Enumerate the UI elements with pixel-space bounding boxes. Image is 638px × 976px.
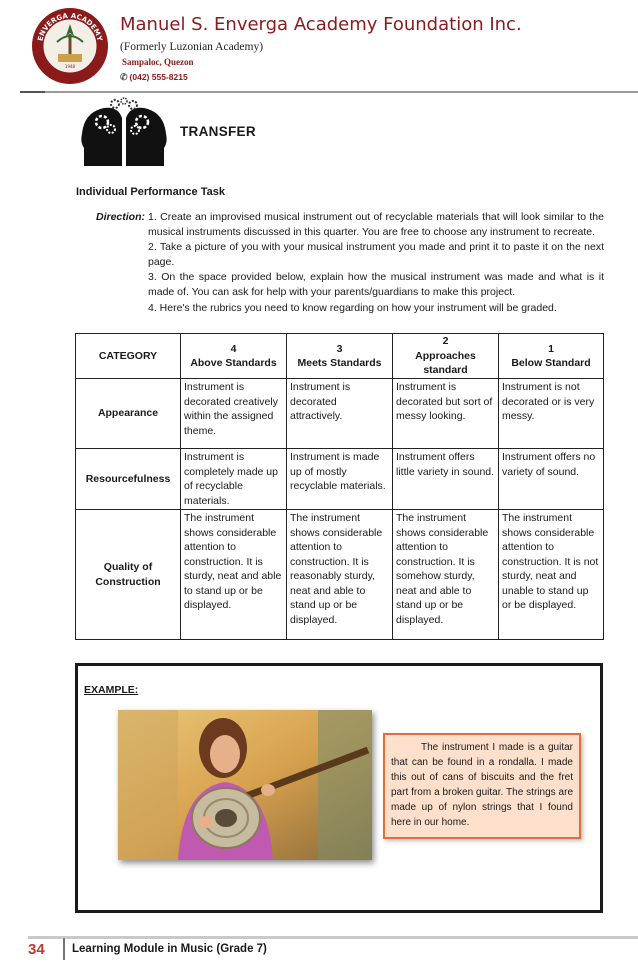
page-number-separator	[63, 938, 65, 960]
page-number: 34	[28, 941, 45, 958]
seal-text: ENVERGA ACADEMY	[36, 11, 104, 42]
rubric-cell: The instrument shows considerable attention to construction. It is sturdy, neat and able to stand up or be displayed.	[181, 510, 287, 640]
example-label: EXAMPLE:	[84, 684, 139, 696]
phone-icon: ✆	[120, 72, 128, 82]
direction-item: 1. Create an improvised musical instrument out of recyclable materials that will look similar to the musical instruments discussed in this quarter. You are free to choose any instrument to recreate.	[148, 211, 604, 238]
example-photo	[118, 710, 372, 860]
rubric-cell: Instrument is decorated attractively.	[287, 379, 393, 449]
rubric-cell: Instrument offers little variety in sound.	[393, 449, 499, 510]
header-score: 2	[442, 335, 449, 348]
rubric-header-4	[181, 334, 287, 379]
header-label: Below Standard	[511, 357, 591, 369]
example-box	[75, 663, 603, 913]
rubric-cell: Instrument is decorated but sort of messy looking.	[393, 379, 499, 449]
rubric-header-1	[499, 334, 604, 379]
thinking-heads-icon	[78, 96, 170, 170]
header-score: 1	[548, 342, 554, 355]
table-row	[76, 449, 604, 510]
footer-title: Learning Module in Music (Grade 7)	[72, 943, 267, 955]
direction-item: 4. Here's the rubrics you need to know regarding on how your instrument will be graded.	[148, 302, 557, 314]
school-name: Manuel S. Enverga Academy Foundation Inc.	[120, 14, 522, 35]
rubric-cell: The instrument shows considerable attention to construction. It is somehow sturdy, neat and able to stand up or be displayed.	[393, 510, 499, 640]
rubric-category: Quality of Construction	[76, 510, 181, 640]
rubric-cell: Instrument is completely made up of recyclable materials.	[181, 449, 287, 510]
phone-number: (042) 555-8215	[129, 72, 188, 82]
header-score: 3	[336, 342, 343, 355]
task-title: Individual Performance Task	[76, 186, 225, 198]
header-label: Above Standards	[190, 357, 277, 369]
table-row	[76, 510, 604, 640]
header-label: CATEGORY	[98, 349, 158, 362]
rubric-table	[75, 333, 604, 640]
rubric-cell: Instrument offers no variety of sound.	[499, 449, 604, 510]
direction-item: 2. Take a picture of you with your musical instrument you made and print it to paste it on the next page.	[148, 241, 604, 268]
school-former-name: (Formerly Luzonian Academy)	[120, 41, 264, 53]
section-title: TRANSFER	[180, 124, 256, 139]
rubric-header-row	[76, 334, 604, 379]
example-caption-box	[383, 733, 581, 839]
rubric-cell: Instrument is made up of mostly recyclable materials.	[287, 449, 393, 510]
svg-text:1948: 1948	[64, 64, 76, 69]
header-score: 4	[230, 342, 237, 355]
rubric-category: Resourcefulness	[76, 449, 181, 510]
school-location: Sampaloc, Quezon	[122, 57, 194, 67]
rubric-header-category	[76, 334, 181, 379]
direction-item: 3. On the space provided below, explain how the musical instrument was made and what is it made of. You can ask for help with your parents/guardians to make this project.	[148, 271, 604, 298]
direction-label: Direction:	[96, 211, 146, 223]
rubric-cell: Instrument is decorated creatively within the assigned theme.	[181, 379, 287, 449]
table-row	[76, 379, 604, 449]
school-seal-logo	[30, 6, 110, 86]
example-caption: The instrument I made is a guitar that can be found in a rondalla. I made this out of cans of biscuits and the fret part from a broken guitar. The strings are made up of nylon strings that I found here in our home.	[391, 742, 573, 828]
rubric-cell: The instrument shows considerable attention to construction. It is reasonably sturdy, neat and able to stand up or be displayed.	[287, 510, 393, 640]
school-phone	[120, 72, 188, 83]
rubric-cell: Instrument is not decorated or is very messy.	[499, 379, 604, 449]
header-divider-accent	[20, 91, 45, 93]
header-divider	[20, 91, 638, 93]
footer-divider	[28, 936, 638, 939]
header-label: Approaches standard	[415, 349, 476, 377]
rubric-header-3	[287, 334, 393, 379]
header-label: Meets Standards	[297, 357, 382, 369]
rubric-category: Appearance	[76, 379, 181, 449]
rubric-cell: The instrument shows considerable attention to construction. It is not sturdy, neat and unable to stand up or be displayed.	[499, 510, 604, 640]
rubric-header-2	[393, 334, 499, 379]
